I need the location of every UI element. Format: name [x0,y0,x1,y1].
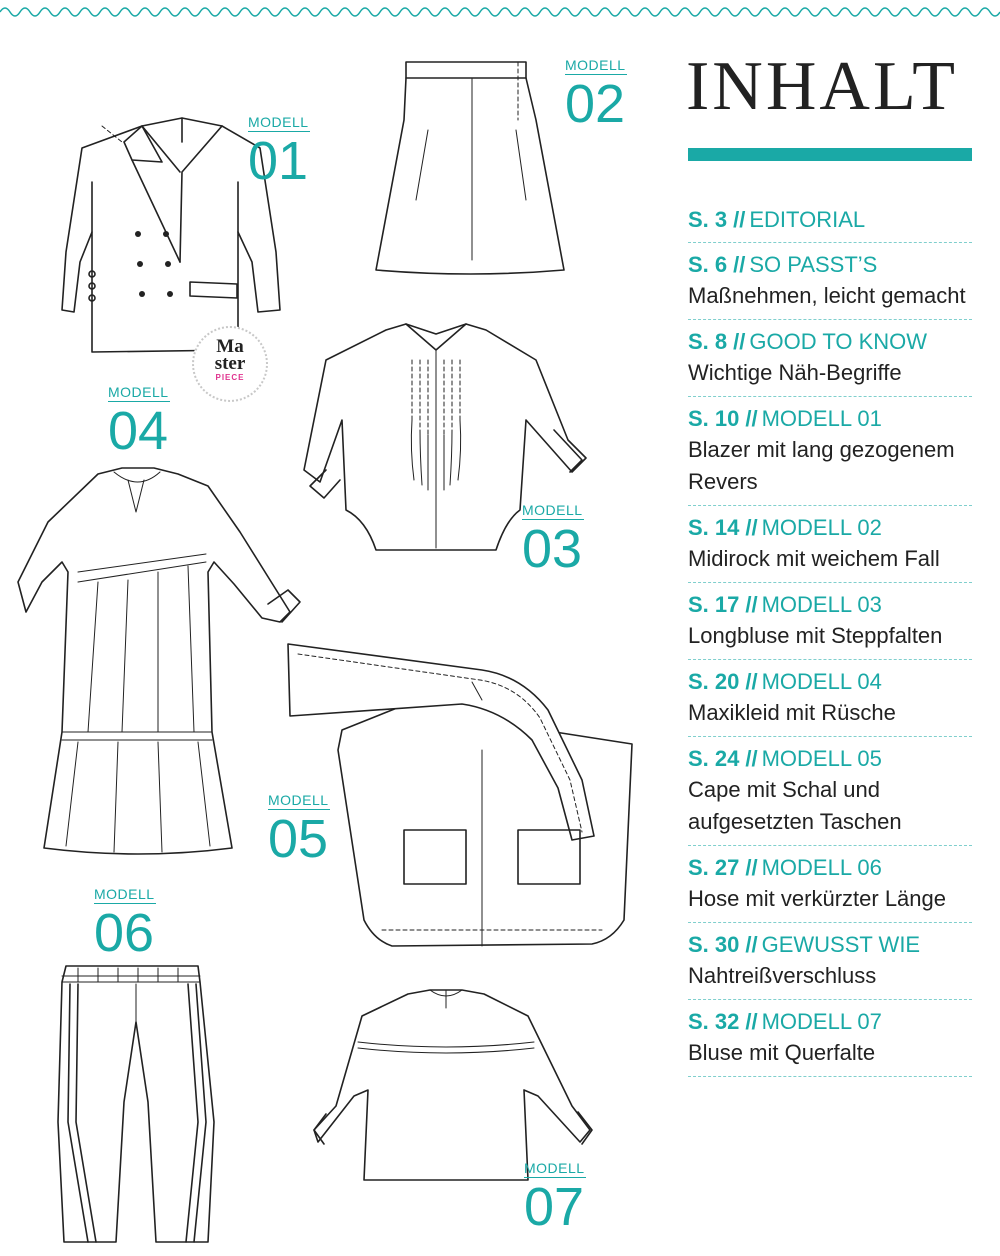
toc-description: Midirock mit weichem Fall [688,546,940,571]
toc-entry-heading [688,204,972,235]
toc-entry-heading [688,1006,972,1037]
model-number: 05 [268,809,329,869]
toc-entry-heading [688,929,972,960]
toc-separator: // [745,515,758,540]
toc-description: Hose mit verkürzter Länge [688,886,946,911]
toc-page-number: S. 27 [688,855,740,880]
toc-section-title: MODELL 04 [761,669,882,694]
model-word: MODELL [565,57,626,73]
model-label-03 [522,502,584,579]
toc-description: Cape mit Schal und aufgesetzten Taschen [688,777,902,834]
toc-entry-heading [688,743,972,774]
toc-description: Wichtige Näh-Begriffe [688,360,902,385]
toc-section-title: MODELL 07 [761,1009,882,1034]
toc-description: Maxikleid mit Rüsche [688,700,896,725]
model-label-05 [268,792,330,869]
toc-entry-heading [688,512,972,543]
toc-section-title: EDITORIAL [749,207,866,232]
toc-page-number: S. 14 [688,515,740,540]
toc-entry [688,846,972,923]
toc-entry [688,583,972,660]
toc-description: Maßnehmen, leicht gemacht [688,283,966,308]
toc-page-number: S. 3 [688,207,728,232]
toc-entry [688,397,972,506]
model-word: MODELL [522,502,583,518]
toc-separator: // [733,329,746,354]
toc-entry-heading [688,666,972,697]
model-word: MODELL [524,1160,585,1176]
toc-separator: // [745,932,758,957]
toc-description: Longbluse mit Steppfalten [688,623,943,648]
toc-separator: // [745,669,758,694]
toc-page-number: S. 32 [688,1009,740,1034]
toc-separator: // [745,406,758,431]
toc-page-number: S. 17 [688,592,740,617]
skirt-sketch [376,60,566,275]
model-word: MODELL [94,886,155,902]
toc-separator: // [745,855,758,880]
model-number: 06 [94,903,155,963]
wavy-top-border [0,0,1000,24]
masterpiece-badge [192,326,268,402]
model-word: MODELL [248,114,309,130]
toc-separator: // [733,207,746,232]
model-number: 07 [524,1177,585,1237]
toc-section-title: GEWUSST WIE [761,932,921,957]
toc-page-number: S. 8 [688,329,728,354]
toc-entry [688,660,972,737]
model-number: 02 [565,74,626,134]
toc-entry-heading [688,403,972,434]
toc-entry-heading [688,249,972,280]
title-underline-bar [688,148,972,161]
model-label-07 [524,1160,586,1237]
toc-entry [688,1000,972,1077]
toc-page-number: S. 6 [688,252,728,277]
toc-separator: // [733,252,746,277]
model-label-01 [248,114,310,191]
trousers-sketch [48,962,218,1247]
badge-line-3: PIECE [215,373,245,382]
toc-separator: // [745,592,758,617]
model-label-06 [94,886,156,963]
model-number: 04 [108,401,169,461]
model-label-02 [565,57,627,134]
table-of-contents [688,198,972,1077]
toc-section-title: MODELL 05 [761,746,882,771]
toc-description: Blazer mit lang gezogenem Revers [688,437,955,494]
toc-section-title: MODELL 06 [761,855,882,880]
toc-separator: // [745,746,758,771]
toc-description: Nahtreißverschluss [688,963,877,988]
toc-page-number: S. 30 [688,932,740,957]
badge-line-2: ster [214,353,246,374]
toc-page-number: S. 24 [688,746,740,771]
toc-entry-heading [688,852,972,883]
toc-description: Bluse mit Querfalte [688,1040,876,1065]
model-word: MODELL [108,384,169,400]
toc-entry [688,737,972,846]
page-title: INHALT [686,48,959,125]
toc-page-number: S. 20 [688,669,740,694]
badge-line-1: Ma [216,336,244,357]
toc-separator: // [745,1009,758,1034]
maxi-dress-sketch [18,462,298,862]
toc-entry [688,198,972,243]
toc-section-title: GOOD TO KNOW [749,329,928,354]
toc-entry [688,923,972,1000]
toc-section-title: MODELL 03 [761,592,882,617]
toc-entry-heading [688,589,972,620]
toc-section-title: SO PASST’S [749,252,878,277]
toc-section-title: MODELL 02 [761,515,882,540]
model-word: MODELL [268,792,329,808]
cape-sketch [282,640,638,955]
model-number: 01 [248,131,309,191]
toc-entry [688,243,972,320]
toc-entry [688,320,972,397]
toc-entry-heading [688,326,972,357]
model-label-04 [108,384,170,461]
model-number: 03 [522,519,583,579]
toc-page-number: S. 10 [688,406,740,431]
toc-section-title: MODELL 01 [761,406,882,431]
toc-entry [688,506,972,583]
